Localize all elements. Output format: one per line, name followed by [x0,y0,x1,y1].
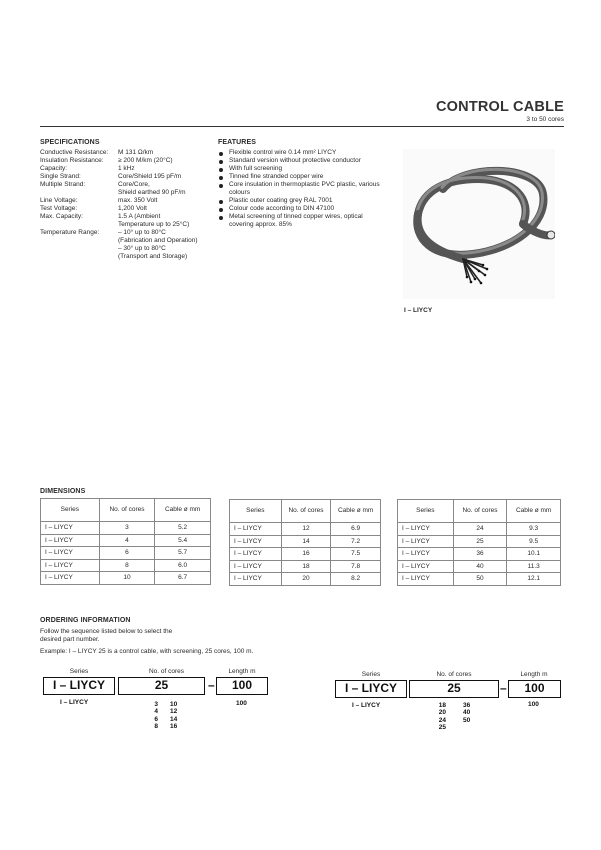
column-header-cores: No. of cores [281,500,331,523]
spec-value: 1.5 A (Ambient [118,213,161,220]
features-list [218,149,388,229]
table-row [230,523,381,536]
feature-item: Tinned fine stranded copper wire [218,173,388,181]
table-row [398,548,561,561]
cell-cores: 8 [99,559,155,572]
spec-label: Line Voltage: [40,197,78,204]
page-subtitle: 3 to 50 cores [526,116,564,123]
ordering-intro-line-1: Follow the sequence listed below to select the [40,628,173,635]
table-row [41,547,211,560]
table-row [41,572,211,585]
spec-value: Core/Core, [118,181,150,188]
table-row [398,535,561,548]
length-option: 100 [528,701,539,708]
table-row [398,573,561,586]
spec-label: Single Strand: [40,173,81,180]
spec-value: ≥ 200 M/km (20°C) [118,157,173,164]
label-series: Series [69,668,89,675]
cell-cores: 20 [281,573,331,586]
length-box: 100 [508,680,561,698]
cell-diameter: 7.2 [331,535,381,548]
spec-label: Temperature Range: [40,229,100,236]
label-series: Series [361,671,381,678]
dimensions-table-2 [229,499,381,586]
cell-cores: 3 [99,522,155,535]
table-row [41,522,211,535]
table-row [230,548,381,561]
separator-dash: – [208,678,215,692]
cell-cores: 18 [281,560,331,573]
label-length: Length m [520,671,548,678]
cell-diameter: 8.2 [331,573,381,586]
table-row [41,559,211,572]
spec-value: M 131 Ω/km [118,149,154,156]
table-row [41,534,211,547]
cell-cores: 6 [99,547,155,560]
cell-diameter: 5.7 [155,547,211,560]
cores-options-col-1: 18 20 24 25 [438,702,446,731]
column-header-cores: No. of cores [453,500,507,523]
cores-box: 25 [118,677,205,695]
cell-series: I – LIYCY [230,523,282,536]
cable-photo [403,149,555,299]
cell-cores: 12 [281,523,331,536]
column-header-diameter: Cable ø mm [155,499,211,522]
cell-cores: 36 [453,548,507,561]
cell-diameter: 10.1 [507,548,561,561]
cell-series: I – LIYCY [398,548,454,561]
dimensions-table-1 [40,498,211,585]
feature-item: Flexible control wire 0.14 mm² LIYCY [218,149,388,157]
ordering-heading: ORDERING INFORMATION [40,617,131,624]
spec-value: Shield earthed 90 pF/m [118,189,186,196]
cell-cores: 16 [281,548,331,561]
spec-value: 1 kHz [118,165,135,172]
length-box: 100 [216,677,268,695]
ordering-intro-line-2: desired part number. [40,636,100,643]
spec-label: Multiple Strand: [40,181,86,188]
cell-series: I – LIYCY [41,559,100,572]
cell-series: I – LIYCY [230,573,282,586]
series-option: I – LIYCY [60,699,89,706]
length-option: 100 [236,700,247,707]
spec-value: (Fabrication and Operation) [118,237,198,244]
features-heading: FEATURES [218,139,257,146]
column-header-diameter: Cable ø mm [507,500,561,523]
dimensions-table-3 [397,499,561,586]
ordering-example: Example: I – LIYCY 25 is a control cable, with screening, 25 cores, 100 m. [40,648,254,655]
table-row [230,560,381,573]
spec-value: Temperature up to 25°C) [118,221,190,228]
spec-value: – 10° up to 80°C [118,229,166,236]
cell-cores: 25 [453,535,507,548]
cell-series: I – LIYCY [398,573,454,586]
label-cores: No. of cores [436,671,472,678]
cores-options-col-1: 3 4 6 8 [154,701,158,730]
column-header-diameter: Cable ø mm [331,500,381,523]
cell-diameter: 11.3 [507,560,561,573]
header-rule [40,126,564,127]
cell-series: I – LIYCY [398,523,454,536]
cell-series: I – LIYCY [230,535,282,548]
cell-cores: 50 [453,573,507,586]
spec-value: (Transport and Storage) [118,253,188,260]
column-header-series: Series [230,500,282,523]
feature-item: Metal screening of tinned copper wires, optical covering approx. 85% [218,213,388,229]
cell-cores: 10 [99,572,155,585]
cell-cores: 14 [281,535,331,548]
cell-diameter: 9.3 [507,523,561,536]
page-title: CONTROL CABLE [436,99,564,115]
cell-diameter: 6.9 [331,523,381,536]
cell-cores: 40 [453,560,507,573]
cell-cores: 24 [453,523,507,536]
spec-label: Conductive Resistance: [40,149,109,156]
cell-cores: 4 [99,534,155,547]
cell-series: I – LIYCY [41,534,100,547]
cell-series: I – LIYCY [398,560,454,573]
table-row [230,573,381,586]
cell-diameter: 12.1 [507,573,561,586]
table-row [398,560,561,573]
series-box: I – LIYCY [43,677,115,695]
cell-diameter: 5.2 [155,522,211,535]
cell-series: I – LIYCY [41,547,100,560]
photo-caption: I – LIYCY [404,307,433,314]
feature-item: Colour code according to DIN 47100 [218,205,388,213]
column-header-series: Series [398,500,454,523]
feature-item: With full screening [218,165,388,173]
cell-diameter: 5.4 [155,534,211,547]
cell-series: I – LIYCY [41,522,100,535]
feature-item: Core insulation in thermoplastic PVC plastic, various colours [218,181,388,197]
cell-series: I – LIYCY [230,548,282,561]
cell-diameter: 6.7 [155,572,211,585]
spec-value: Core/Shield 195 pF/m [118,173,182,180]
column-header-series: Series [41,499,100,522]
cell-series: I – LIYCY [230,560,282,573]
label-cores: No. of cores [148,668,185,675]
spec-label: Test Voltage: [40,205,78,212]
cores-box: 25 [409,680,499,698]
column-header-cores: No. of cores [99,499,155,522]
spec-label: Insulation Resistance: [40,157,104,164]
table-row [230,535,381,548]
spec-label: Max. Capacity: [40,213,83,220]
cell-diameter: 7.5 [331,548,381,561]
spec-value: – 30° up to 80°C [118,245,166,252]
cell-series: I – LIYCY [41,572,100,585]
specifications-heading: SPECIFICATIONS [40,139,100,146]
dimensions-heading: DIMENSIONS [40,488,86,495]
spec-label: Capacity: [40,165,68,172]
cell-diameter: 6.0 [155,559,211,572]
table-row [398,523,561,536]
cell-series: I – LIYCY [398,535,454,548]
spec-value: max. 350 Volt [118,197,158,204]
feature-item: Plastic outer coating grey RAL 7001 [218,197,388,205]
separator-dash: – [500,681,507,695]
cores-options-col-2: 36 40 50 [463,702,471,724]
series-option: I – LIYCY [352,702,381,709]
spec-value: 1,200 Volt [118,205,147,212]
series-box: I – LIYCY [335,680,407,698]
cores-options-col-2: 10 12 14 16 [170,701,178,730]
feature-item: Standard version without protective conductor [218,157,388,165]
cell-diameter: 7.8 [331,560,381,573]
cell-diameter: 9.5 [507,535,561,548]
label-length: Length m [228,668,256,675]
specifications-list [40,149,230,269]
